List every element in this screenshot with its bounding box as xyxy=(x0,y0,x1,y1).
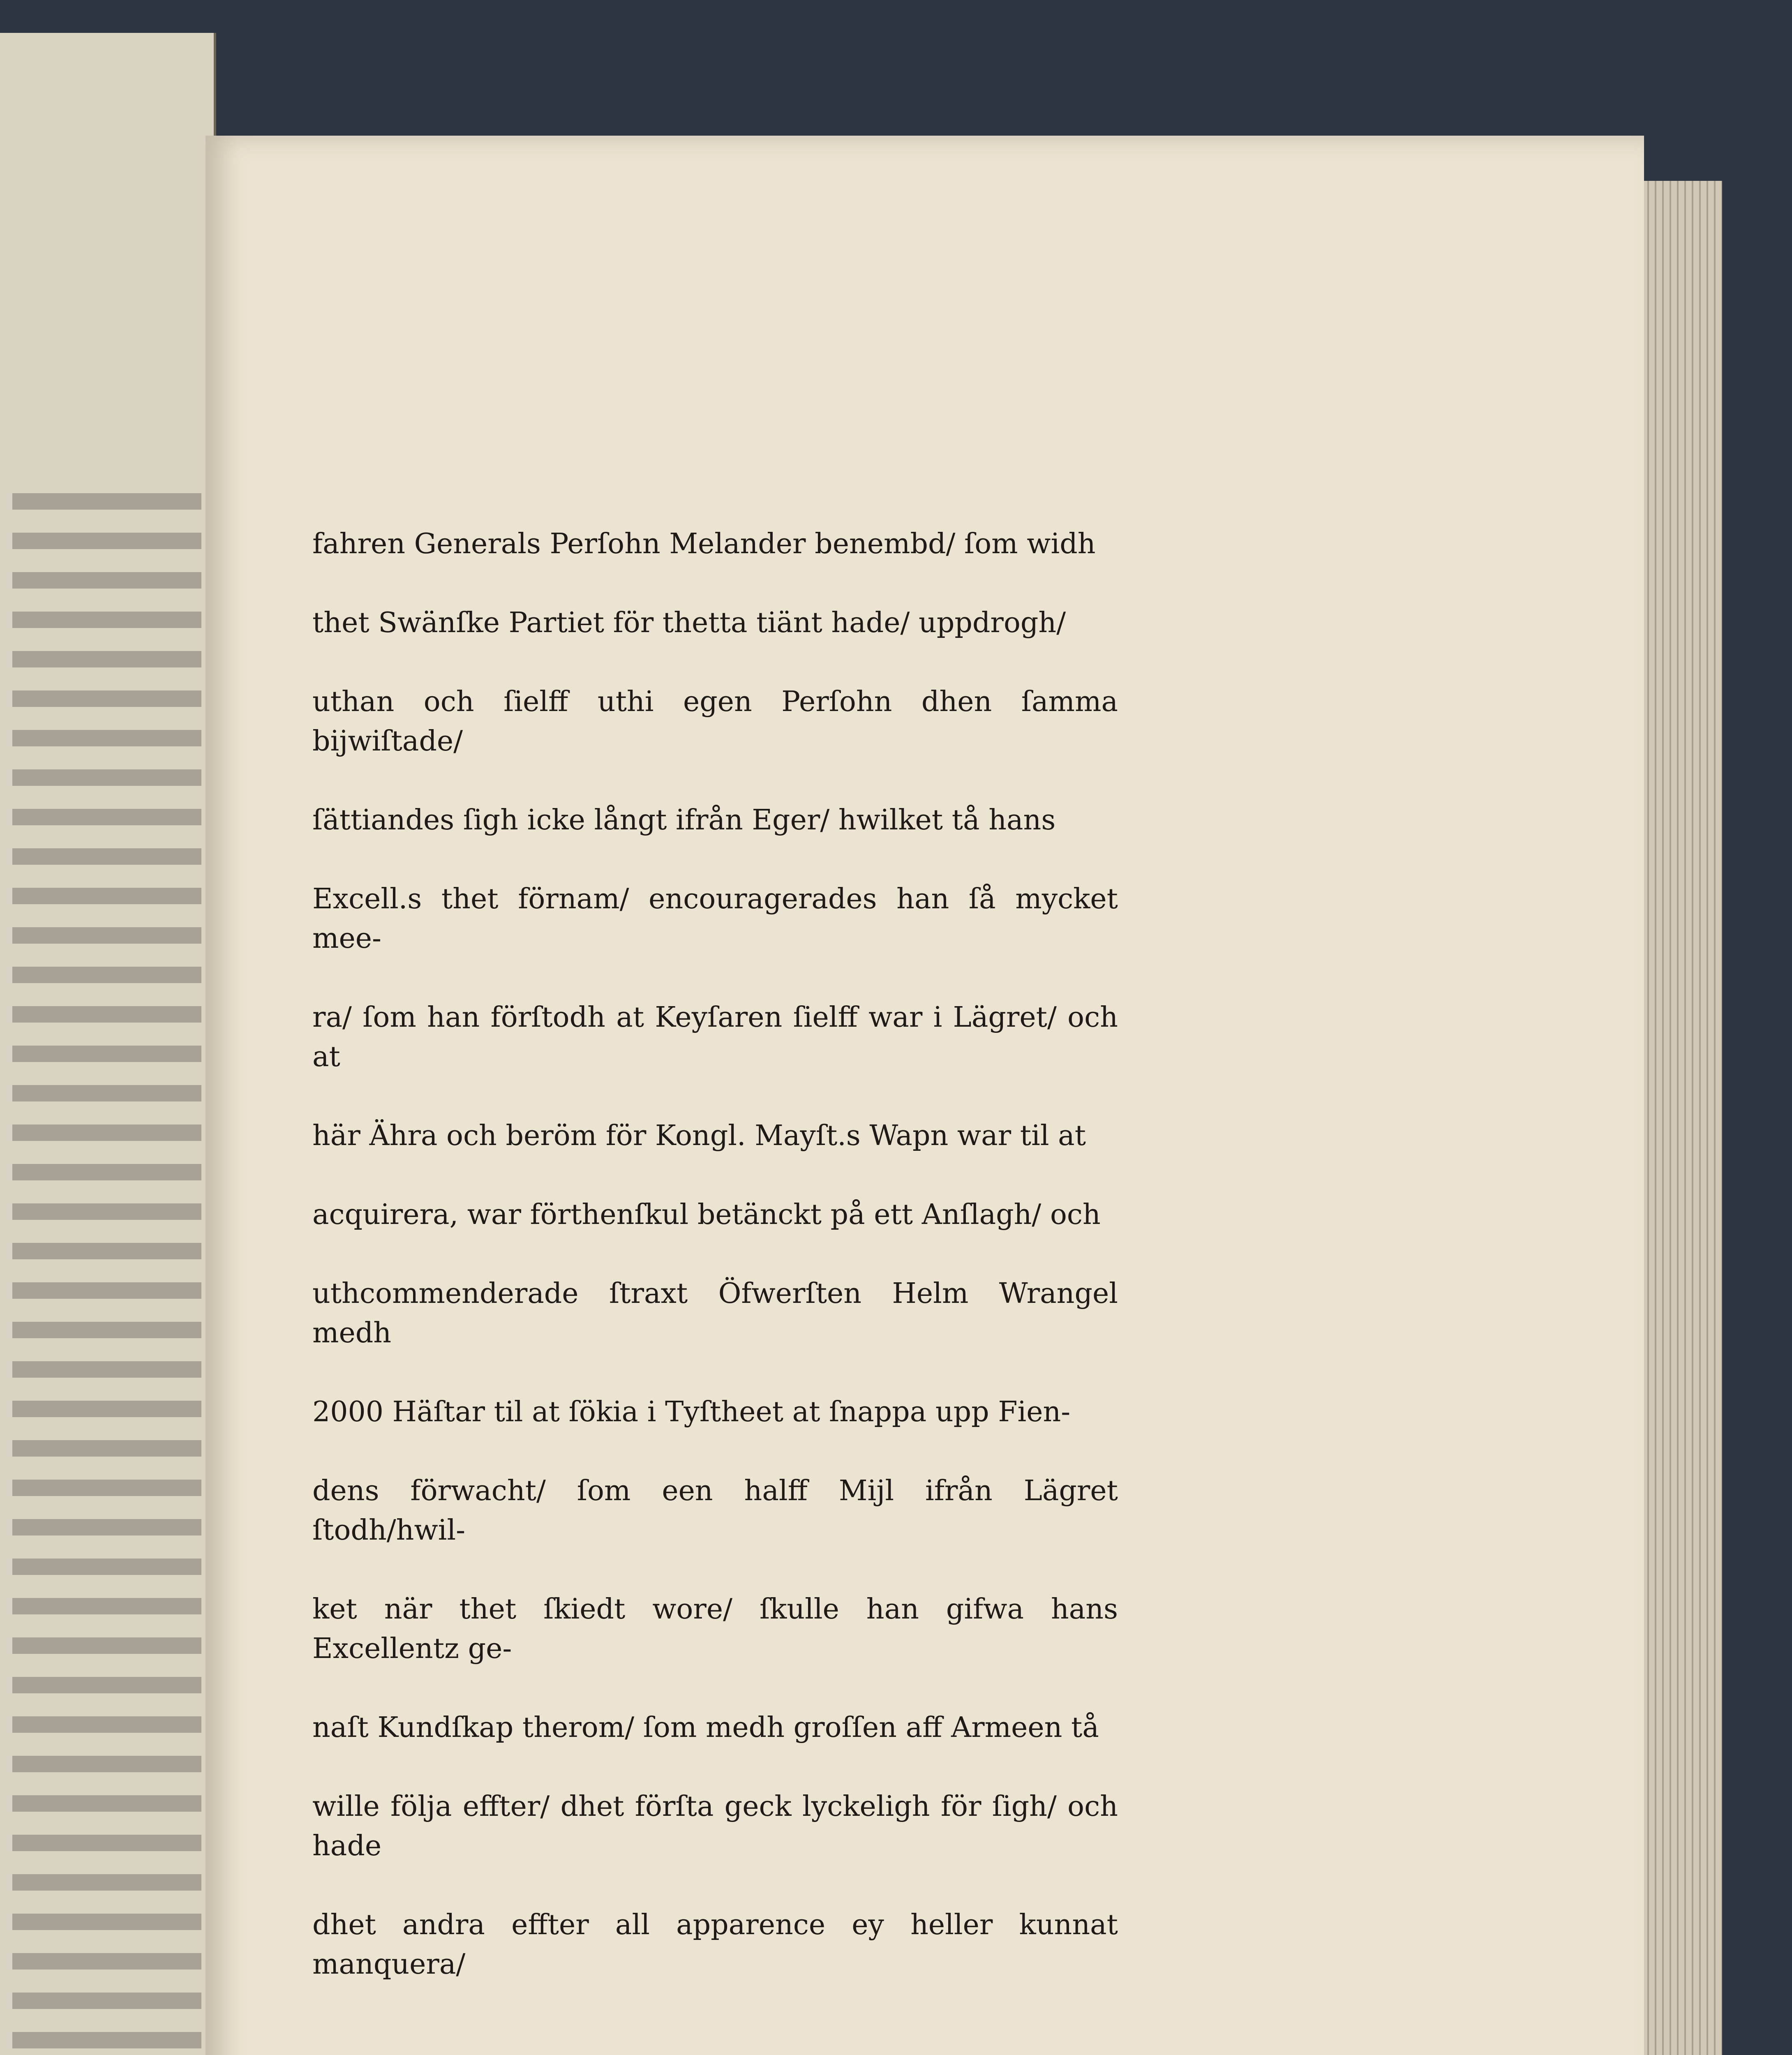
text-line: uthcommenderade ſtraxt Öfwerſten Helm Wrangel medh xyxy=(312,1277,1118,1349)
left-page-text-fragments xyxy=(12,493,201,2055)
text-line: uthan och ſielff uthi egen Perſohn dhen ſamma bijwiſtade/ xyxy=(312,686,1118,757)
text-line: ſättiandes ſigh icke långt ifrån Eger/ hwilket tå hans xyxy=(312,804,1056,836)
text-line: naſt Kundſkap therom/ ſom medh groſſen aff Armeen tå xyxy=(312,1711,1099,1744)
text-line: ra/ ſom han förſtodh at Keyſaren ſielff war i Lägret/ och at xyxy=(312,1001,1118,1073)
text-line: här Ähra och beröm för Kongl. Mayſt.s Wapn war til at xyxy=(312,1120,1086,1152)
text-line: thet Swänſke Partiet för thetta tiänt hade/ uppdrogh/ xyxy=(312,607,1066,639)
text-line: Excell.s thet förnam/ encouragerades han ſå mycket mee- xyxy=(312,883,1118,955)
body-text xyxy=(312,485,1118,2055)
left-page-edge xyxy=(0,33,216,2055)
text-line: dens förwacht/ ſom een halff Mijl ifrån Lägret ſtodh/hwil- xyxy=(312,1475,1118,1547)
text-line: dhet andra effter all apparence ey heller kunnat manquera/ xyxy=(312,1909,1118,1981)
text-line: acquirera, war förthenſkul betänckt på ett Anſlagh/ och xyxy=(312,1198,1101,1231)
text-line: wille följa effter/ dhet förſta geck lyckeligh för ſigh/ och hade xyxy=(312,1790,1118,1862)
text-line: ket när thet ſkiedt wore/ ſkulle han gifwa hans Excellentz ge- xyxy=(312,1593,1118,1665)
text-line: 2000 Häſtar til at ſökia i Tyſtheet at ſnappa upp Fien- xyxy=(312,1396,1071,1428)
text-line: fahren Generals Perſohn Melander benembd/ ſom widh xyxy=(312,528,1096,560)
